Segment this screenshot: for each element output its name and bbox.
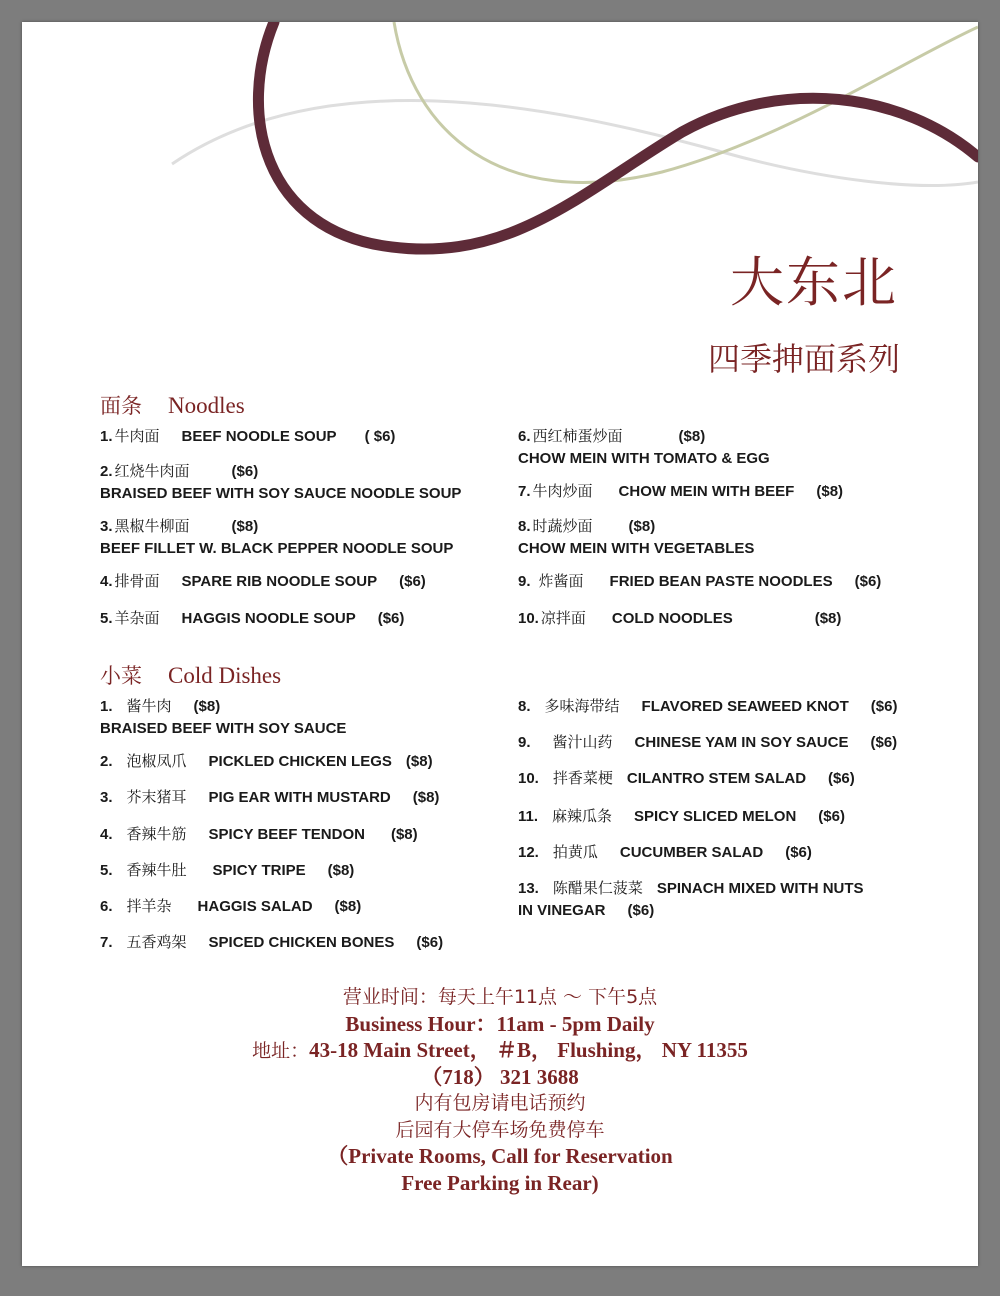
menu-item bbox=[100, 750, 433, 773]
item-price: ($8) bbox=[628, 518, 656, 535]
item-name-cn: 酱牛肉 bbox=[126, 697, 172, 715]
item-name-en: SPICY BEEF TENDON bbox=[208, 826, 365, 843]
item-name-en: CHINESE YAM IN SOY SAUCE bbox=[634, 734, 849, 751]
item-name-cn: 牛肉炒面 bbox=[532, 482, 593, 500]
item-name-en: HAGGIS NOODLE SOUP bbox=[181, 610, 356, 627]
address: 43-18 Main Street， ＃B， Flushing， NY 11355 bbox=[309, 1038, 748, 1062]
private-rooms-cn: 内有包房请电话预约 bbox=[414, 1092, 586, 1114]
item-name-en: BRAISED BEEF WITH SOY SAUCE bbox=[100, 720, 347, 737]
menu-item bbox=[100, 607, 404, 630]
item-number: 4. bbox=[100, 573, 113, 590]
menu-item bbox=[100, 425, 395, 448]
item-name-cn: 拌香菜梗 bbox=[552, 769, 613, 787]
item-number: 11. bbox=[518, 808, 539, 825]
menu-item bbox=[100, 823, 418, 846]
item-number: 1. bbox=[100, 698, 113, 715]
item-number: 8. bbox=[518, 698, 531, 715]
item-name-cn: 泡椒凤爪 bbox=[126, 752, 187, 770]
item-price: ($8) bbox=[412, 789, 440, 806]
item-price: ($8) bbox=[678, 428, 706, 445]
item-number: 3. bbox=[100, 518, 113, 535]
item-price: ($8) bbox=[816, 483, 844, 500]
item-name-en: SPINACH MIXED WITH NUTS bbox=[656, 880, 864, 897]
item-price: ($6) bbox=[818, 808, 845, 825]
item-name-en: FRIED BEAN PASTE NOODLES bbox=[609, 573, 833, 590]
menu-item bbox=[518, 570, 881, 593]
item-price: ($6) bbox=[785, 844, 812, 861]
swoosh-olive-curve bbox=[394, 22, 978, 182]
menu-item bbox=[518, 480, 843, 503]
item-price: ($8) bbox=[327, 862, 355, 879]
item-number: 6. bbox=[518, 428, 531, 445]
item-name-cn: 凉拌面 bbox=[540, 609, 586, 627]
menu-item bbox=[518, 767, 855, 790]
menu-item bbox=[100, 786, 439, 809]
item-price: ( $6) bbox=[364, 428, 396, 445]
item-name-cn: 麻辣瓜条 bbox=[552, 807, 613, 825]
noodles-section-title bbox=[100, 390, 245, 420]
private-rooms-en: （Private Rooms, Call for Reservation bbox=[327, 1144, 673, 1168]
item-name-en: BEEF NOODLE SOUP bbox=[181, 428, 337, 445]
swoosh-dark-curve bbox=[258, 22, 978, 249]
address-label: 地址： bbox=[252, 1040, 310, 1062]
item-name-en: COLD NOODLES bbox=[611, 610, 733, 627]
item-number: 5. bbox=[100, 862, 113, 879]
item-name-cn: 西红柿蛋炒面 bbox=[532, 427, 623, 445]
item-name-cn: 红烧牛肉面 bbox=[114, 462, 190, 480]
item-name-en: PIG EAR WITH MUSTARD bbox=[208, 789, 391, 806]
item-name-cn: 黑椒牛柳面 bbox=[114, 517, 190, 535]
menu-item bbox=[518, 515, 754, 560]
menu-item bbox=[518, 695, 897, 718]
item-name-cn: 排骨面 bbox=[114, 572, 160, 590]
menu-item bbox=[518, 607, 841, 630]
item-name-cn: 香辣牛筋 bbox=[126, 825, 187, 843]
item-price: ($8) bbox=[390, 826, 418, 843]
item-name-cn: 多味海带结 bbox=[544, 697, 620, 715]
swoosh-gray-curve bbox=[172, 101, 978, 186]
item-name-en: CILANTRO STEM SALAD bbox=[626, 770, 807, 787]
menu-item bbox=[100, 859, 354, 882]
item-number: 10. bbox=[518, 770, 539, 787]
menu-item bbox=[100, 895, 361, 918]
item-name-en: CHOW MEIN WITH TOMATO & EGG bbox=[518, 450, 770, 467]
item-price: ($6) bbox=[416, 934, 444, 951]
parking-cn: 后园有大停车场免费停车 bbox=[395, 1118, 605, 1141]
item-number: 13. bbox=[518, 880, 539, 897]
menu-item bbox=[100, 570, 426, 593]
address-line bbox=[22, 1037, 978, 1064]
menu-item bbox=[518, 877, 864, 922]
item-number: 4. bbox=[100, 826, 113, 843]
menu-item bbox=[518, 731, 897, 754]
item-price: ($8) bbox=[405, 753, 433, 770]
item-name-en: PICKLED CHICKEN LEGS bbox=[208, 753, 392, 770]
item-name-cn: 牛肉面 bbox=[114, 427, 160, 445]
item-number: 2. bbox=[100, 753, 113, 770]
item-number: 7. bbox=[518, 483, 531, 500]
item-price: ($6) bbox=[870, 734, 898, 751]
cold-dishes-title-cn: 小菜 bbox=[100, 664, 142, 688]
menu-item bbox=[518, 425, 770, 470]
item-name-en: FLAVORED SEAWEED KNOT bbox=[641, 698, 849, 715]
menu-page bbox=[22, 22, 978, 1266]
parking-en: Free Parking in Rear) bbox=[401, 1170, 599, 1195]
item-price: ($6) bbox=[828, 770, 855, 787]
restaurant-name: 大东北 bbox=[730, 251, 898, 314]
cold-dishes-section-title bbox=[100, 660, 281, 690]
item-price: ($6) bbox=[854, 573, 882, 590]
item-name-cn: 时蔬炒面 bbox=[532, 517, 593, 535]
item-name-en: BRAISED BEEF WITH SOY SAUCE NOODLE SOUP bbox=[100, 485, 462, 502]
item-name-cn: 拍黄瓜 bbox=[552, 843, 598, 861]
item-number: 2. bbox=[100, 463, 113, 480]
item-number: 10. bbox=[518, 610, 539, 627]
item-price: ($8) bbox=[814, 610, 842, 627]
item-price: ($8) bbox=[231, 518, 259, 535]
menu-item bbox=[100, 931, 443, 954]
menu-item bbox=[518, 805, 845, 828]
item-name-cn: 芥末猪耳 bbox=[126, 788, 187, 806]
item-number: 8. bbox=[518, 518, 531, 535]
item-name-en: CHOW MEIN WITH BEEF bbox=[618, 483, 795, 500]
item-number: 9. bbox=[518, 734, 531, 751]
noodles-title-en: Noodles bbox=[168, 393, 245, 418]
item-price: ($8) bbox=[193, 698, 221, 715]
item-price: ($6) bbox=[870, 698, 898, 715]
item-name-en: CHOW MEIN WITH VEGETABLES bbox=[518, 540, 755, 557]
item-name-cn: 拌羊杂 bbox=[126, 897, 172, 915]
item-number: 1. bbox=[100, 428, 113, 445]
item-price: ($6) bbox=[399, 573, 426, 590]
item-name-en: SPICY TRIPE bbox=[212, 862, 306, 879]
cold-dishes-title-en: Cold Dishes bbox=[168, 663, 282, 688]
hours-en: Business Hour：11am - 5pm Daily bbox=[345, 1011, 655, 1036]
item-name-en-continued: IN VINEGAR bbox=[518, 902, 606, 919]
item-number: 7. bbox=[100, 934, 113, 951]
item-number: 9. bbox=[518, 573, 531, 590]
item-name-cn: 炸酱面 bbox=[538, 572, 584, 590]
phone: （718） 321 3688 bbox=[421, 1064, 579, 1089]
item-name-en: SPICED CHICKEN BONES bbox=[208, 934, 395, 951]
item-name-en: BEEF FILLET W. BLACK PEPPER NOODLE SOUP bbox=[100, 540, 454, 557]
item-number: 6. bbox=[100, 898, 113, 915]
menu-item bbox=[100, 515, 453, 560]
footer-info bbox=[22, 984, 978, 1196]
item-price: ($6) bbox=[231, 463, 259, 480]
item-name-en: SPICY SLICED MELON bbox=[634, 808, 797, 825]
item-name-en: CUCUMBER SALAD bbox=[619, 844, 764, 861]
item-name-cn: 羊杂面 bbox=[114, 609, 160, 627]
item-name-cn: 酱汁山药 bbox=[552, 733, 613, 751]
item-name-cn: 陈醋果仁菠菜 bbox=[552, 879, 643, 897]
menu-item bbox=[518, 841, 812, 864]
menu-item bbox=[100, 695, 346, 740]
item-number: 3. bbox=[100, 789, 113, 806]
series-title: 四季抻面系列 bbox=[707, 340, 900, 378]
item-number: 5. bbox=[100, 610, 113, 627]
item-name-en: SPARE RIB NOODLE SOUP bbox=[181, 573, 378, 590]
item-name-cn: 香辣牛肚 bbox=[126, 861, 187, 879]
menu-item bbox=[100, 460, 461, 505]
hours-cn: 营业时间：每天上午11点 ～ 下午5点 bbox=[342, 986, 658, 1008]
item-price: ($6) bbox=[627, 902, 655, 919]
item-number: 12. bbox=[518, 844, 539, 861]
item-price: ($8) bbox=[334, 898, 362, 915]
noodles-title-cn: 面条 bbox=[100, 394, 142, 418]
item-name-cn: 五香鸡架 bbox=[126, 933, 187, 951]
item-price: ($6) bbox=[377, 610, 405, 627]
item-name-en: HAGGIS SALAD bbox=[197, 898, 313, 915]
